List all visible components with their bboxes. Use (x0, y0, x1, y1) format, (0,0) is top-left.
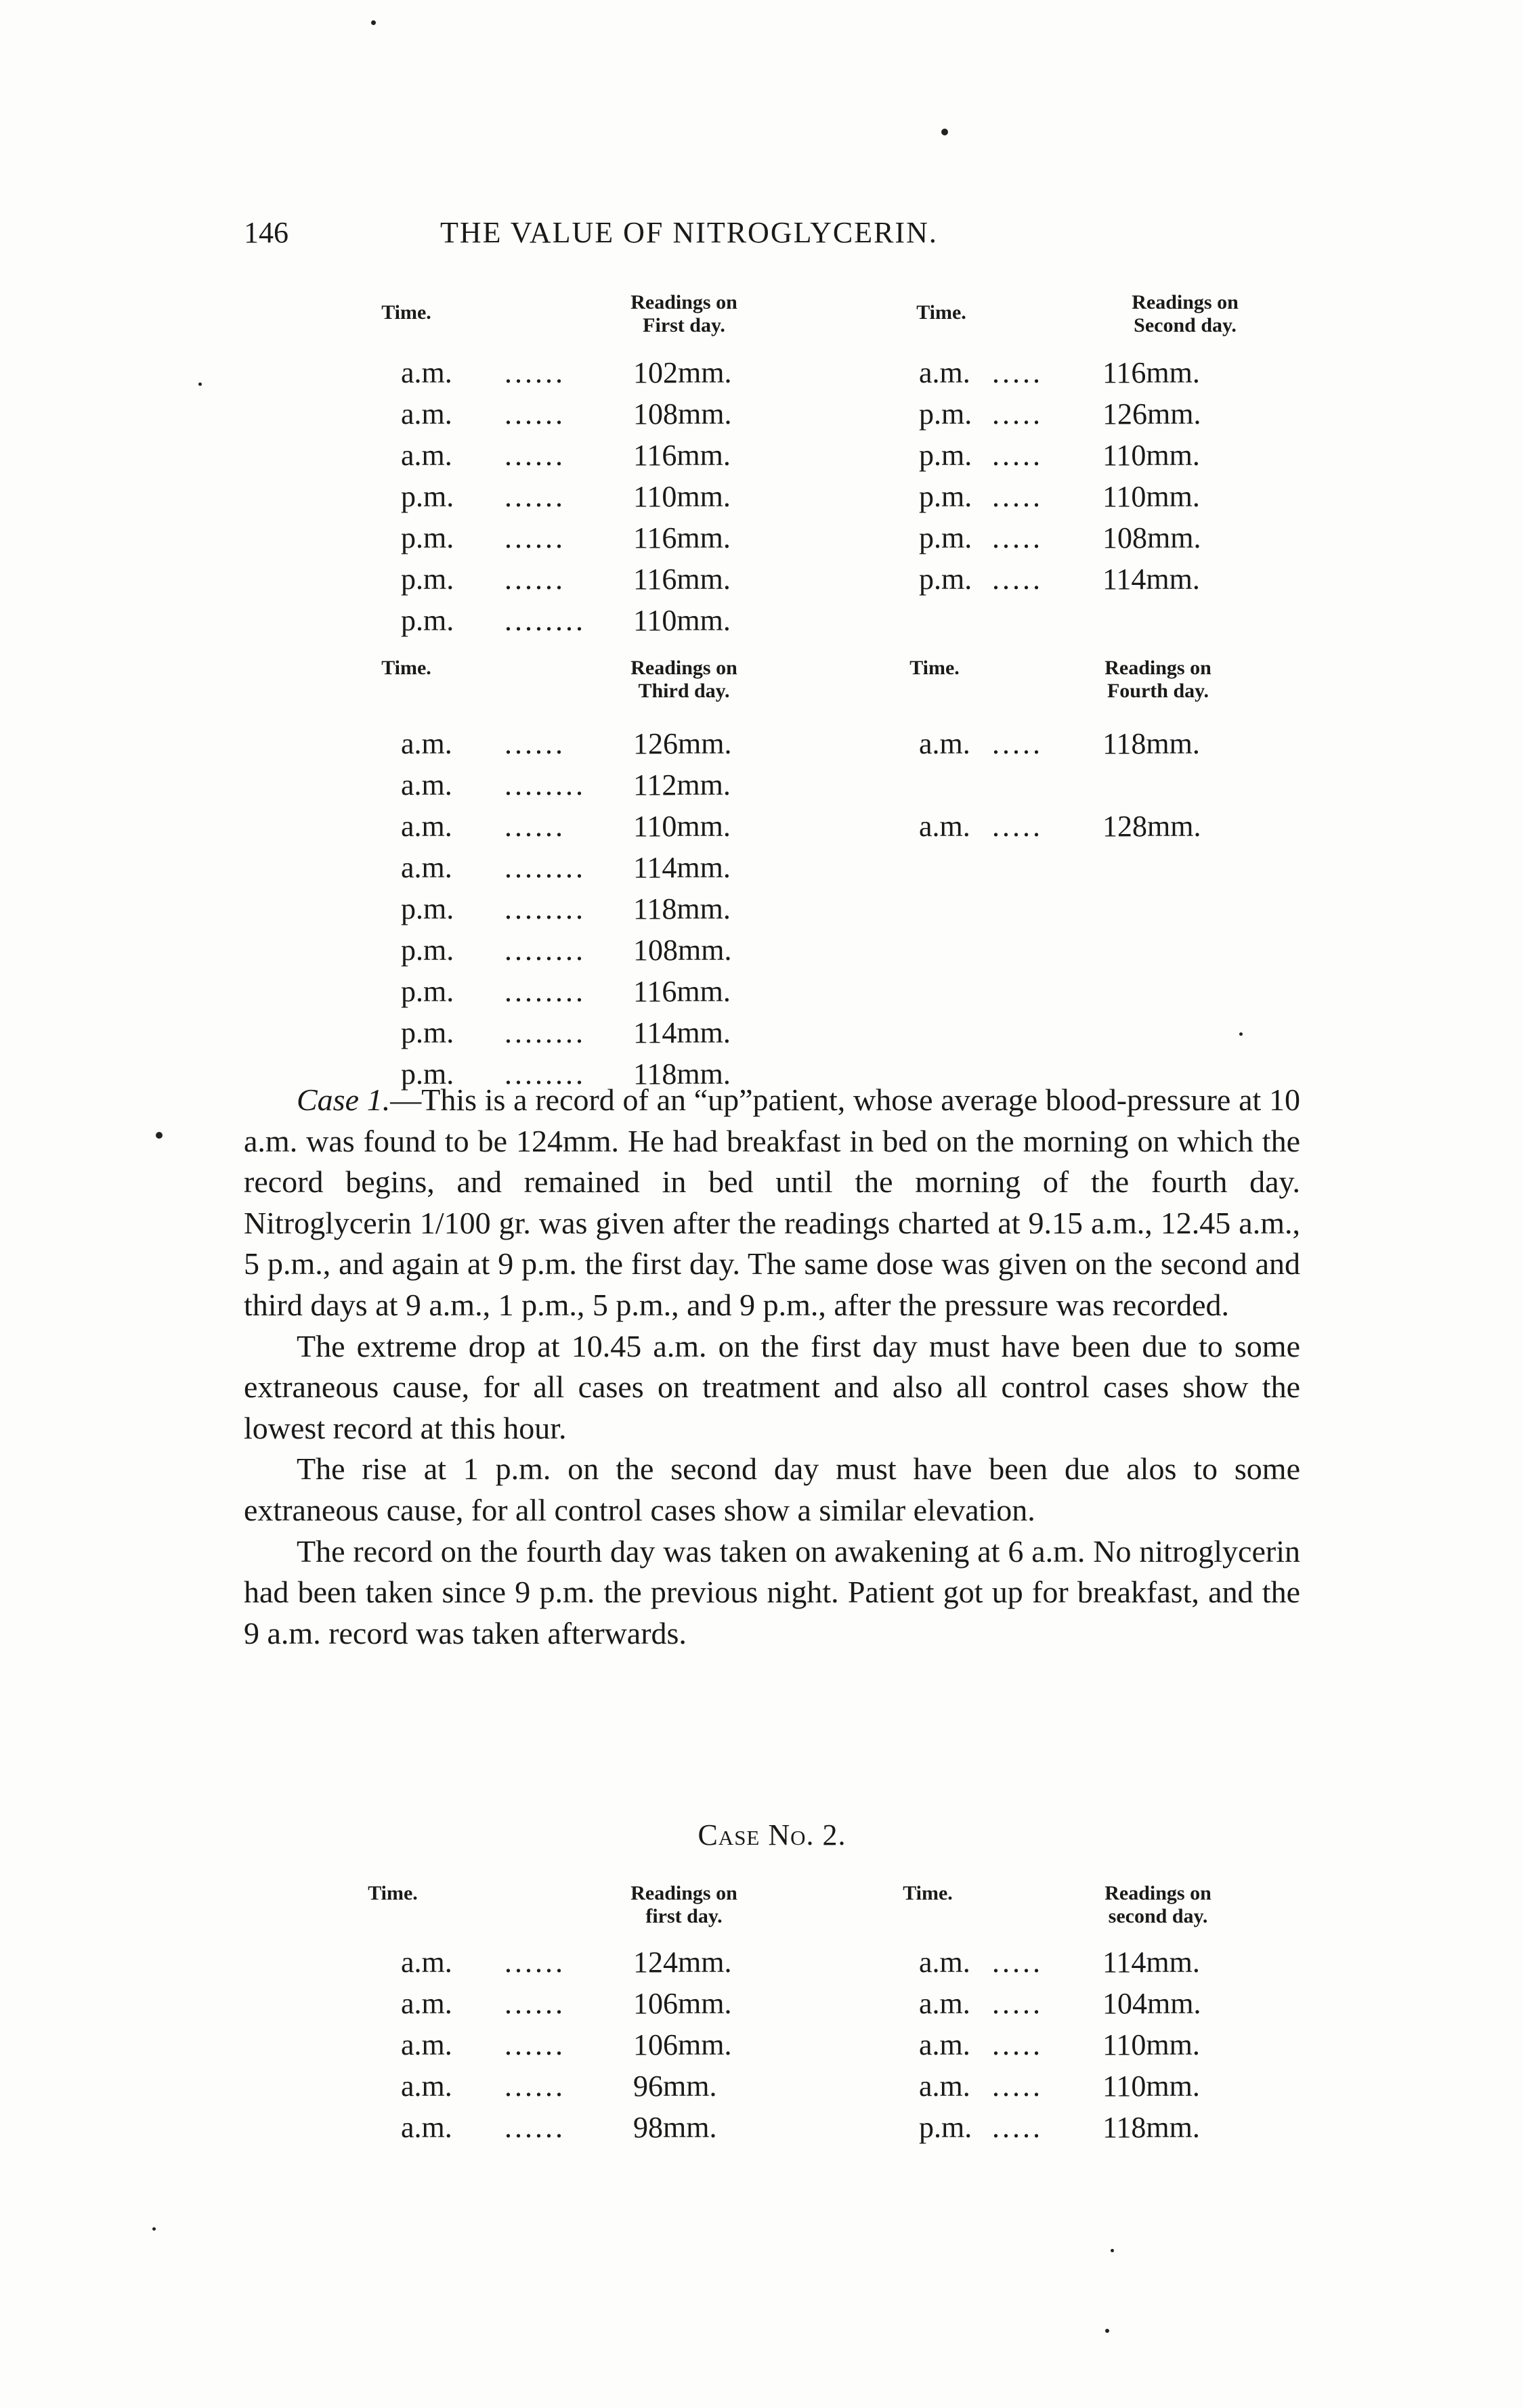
leader-dots: ...... (505, 356, 565, 389)
reading-value: 124mm. (633, 1946, 732, 1979)
print-speck (941, 129, 948, 135)
time-period: p.m. (401, 480, 454, 513)
leader-dots: ..... (992, 521, 1043, 554)
leader-dots: ........ (505, 768, 586, 802)
reading-value: 110mm. (633, 604, 731, 637)
paragraph: The record on the fourth day was taken on awakening at 6 a.m. No nitroglycerin had been taken since 9 p.m. the previous night. Patient got up for breakfast, and the 9 a.m. record was taken afterwards. (244, 1533, 1300, 1650)
reading-value: 96mm. (633, 2070, 717, 2103)
column-header-time: Time. (903, 1882, 953, 1904)
leader-dots: ...... (505, 2028, 565, 2061)
leader-dots: ........ (505, 934, 586, 967)
time-period: a.m. (919, 2070, 970, 2103)
reading-value: 108mm. (633, 934, 732, 967)
time-period: a.m. (401, 851, 452, 884)
reading-value: 116mm. (633, 439, 731, 472)
time-period: a.m. (401, 397, 452, 431)
reading-value: 114mm. (633, 1016, 731, 1049)
column-header-time: Time. (909, 657, 960, 679)
reading-value: 102mm. (633, 356, 732, 389)
leader-dots: ...... (505, 2111, 565, 2144)
time-period: a.m. (919, 356, 970, 389)
reading-value: 116mm. (633, 975, 731, 1008)
case-heading: Case No. 2. (698, 1818, 846, 1852)
leader-dots: ........ (505, 1016, 586, 1049)
reading-value: 114mm. (633, 851, 731, 884)
time-period: p.m. (919, 439, 972, 472)
reading-value: 110mm. (633, 810, 731, 843)
reading-value: 98mm. (633, 2111, 717, 2144)
leader-dots: ........ (505, 892, 586, 925)
column-header-readings: Readings on first day. (630, 1882, 737, 1927)
reading-value: 110mm. (1102, 480, 1200, 513)
leader-dots: ..... (992, 2028, 1043, 2061)
time-period: a.m. (401, 2028, 452, 2061)
case-notes (244, 1080, 1300, 1654)
paragraph-case-1: Case 1.—This is a record of an “up”patient, whose average blood-pressure at 10 a.m. was found to be 124mm. He had breakfast in bed on the morning on which the record begins, and remained in bed until the morning of the fourth day. Nitroglycerin 1/100 gr. was given after the readings charted at 9.15 a.m., 12.45 a.m., 5 p.m., and again at 9 p.m. the first day. The same dose was given on the second and third days at 9 a.m., 1 p.m., 5 p.m., and 9 p.m., after the pressure was recorded. (244, 1082, 1300, 1322)
reading-value: 118mm. (633, 892, 731, 925)
reading-value: 118mm. (1102, 2111, 1200, 2144)
time-period: p.m. (401, 1016, 454, 1049)
column-header-readings: Readings on First day. (630, 291, 737, 336)
leader-dots: ..... (992, 727, 1043, 760)
reading-value: 106mm. (633, 2028, 732, 2061)
reading-value: 116mm. (633, 521, 731, 554)
reading-value: 116mm. (1102, 356, 1200, 389)
leader-dots: ..... (992, 810, 1043, 843)
leader-dots: ..... (992, 480, 1043, 513)
column-header-time: Time. (368, 1882, 418, 1904)
time-period: a.m. (401, 1987, 452, 2020)
time-period: p.m. (919, 563, 972, 596)
reading-value: 126mm. (1102, 397, 1201, 431)
time-period: a.m. (401, 1946, 452, 1979)
time-period: p.m. (401, 1057, 454, 1091)
print-speck (198, 382, 202, 386)
print-speck (1111, 2249, 1114, 2252)
leader-dots: ...... (505, 397, 565, 431)
reading-value: 114mm. (1102, 563, 1200, 596)
column-header-time: Time. (381, 657, 431, 679)
reading-value: 118mm. (633, 1057, 731, 1091)
time-period: p.m. (401, 975, 454, 1008)
reading-value: 104mm. (1102, 1987, 1201, 2020)
reading-value: 118mm. (1102, 727, 1200, 760)
reading-value: 126mm. (633, 727, 732, 760)
leader-dots: ...... (505, 1946, 565, 1979)
reading-value: 108mm. (1102, 521, 1201, 554)
reading-value: 108mm. (633, 397, 732, 431)
time-period: a.m. (919, 810, 970, 843)
time-period: a.m. (919, 727, 970, 760)
reading-value: 110mm. (1102, 2028, 1200, 2061)
time-period: a.m. (401, 810, 452, 843)
leader-dots: ........ (505, 604, 586, 637)
time-period: a.m. (401, 2111, 452, 2144)
time-period: p.m. (401, 521, 454, 554)
time-period: a.m. (401, 727, 452, 760)
print-speck (1105, 2329, 1109, 2333)
column-header-readings: Readings on Fourth day. (1104, 657, 1211, 702)
column-header-readings: Readings on Third day. (630, 657, 737, 702)
running-head (244, 215, 1300, 256)
reading-value: 112mm. (633, 768, 731, 802)
column-header-time: Time. (916, 301, 966, 324)
reading-value: 128mm. (1102, 810, 1201, 843)
time-period: p.m. (401, 563, 454, 596)
print-speck (156, 1132, 163, 1139)
leader-dots: ...... (505, 727, 565, 760)
leader-dots: ..... (992, 439, 1043, 472)
reading-value: 110mm. (1102, 2070, 1200, 2103)
time-period: a.m. (401, 2070, 452, 2103)
leader-dots: ..... (992, 397, 1043, 431)
leader-dots: ...... (505, 521, 565, 554)
print-speck (152, 2227, 156, 2231)
reading-value: 106mm. (633, 1987, 732, 2020)
reading-value: 110mm. (1102, 439, 1200, 472)
leader-dots: ...... (505, 810, 565, 843)
print-speck (1239, 1032, 1243, 1036)
leader-dots: ...... (505, 480, 565, 513)
leader-dots: ...... (505, 563, 565, 596)
leader-dots: ..... (992, 1987, 1043, 2020)
leader-dots: ..... (992, 563, 1043, 596)
time-period: a.m. (919, 1946, 970, 1979)
leader-dots: ...... (505, 439, 565, 472)
leader-dots: ........ (505, 975, 586, 1008)
reading-value: 114mm. (1102, 1946, 1200, 1979)
time-period: p.m. (919, 480, 972, 513)
time-period: p.m. (919, 521, 972, 554)
leader-dots: ...... (505, 1987, 565, 2020)
column-header-readings: Readings on Second day. (1132, 291, 1239, 336)
print-speck (371, 20, 376, 25)
time-period: a.m. (919, 2028, 970, 2061)
time-period: a.m. (401, 356, 452, 389)
case-label: Case 1. (297, 1082, 391, 1117)
leader-dots: ........ (505, 851, 586, 884)
column-header-time: Time. (381, 301, 431, 324)
running-title: THE VALUE OF NITROGLYCERIN. (440, 216, 938, 249)
time-period: a.m. (401, 768, 452, 802)
time-period: p.m. (919, 397, 972, 431)
time-period: p.m. (401, 934, 454, 967)
leader-dots: ........ (505, 1057, 586, 1091)
leader-dots: ..... (992, 2111, 1043, 2144)
reading-value: 110mm. (633, 480, 731, 513)
column-header-readings: Readings on second day. (1104, 1882, 1211, 1927)
time-period: a.m. (401, 439, 452, 472)
time-period: p.m. (919, 2111, 972, 2144)
leader-dots: ..... (992, 2070, 1043, 2103)
time-period: p.m. (401, 892, 454, 925)
paragraph: The extreme drop at 10.45 a.m. on the first day must have been due to some extraneous cause, for all cases on treatment and also all control cases show the lowest record at this hour. (244, 1328, 1300, 1445)
leader-dots: ...... (505, 2070, 565, 2103)
page-number: 146 (244, 216, 288, 249)
reading-value: 116mm. (633, 563, 731, 596)
time-period: a.m. (919, 1987, 970, 2020)
leader-dots: ..... (992, 356, 1043, 389)
leader-dots: ..... (992, 1946, 1043, 1979)
time-period: p.m. (401, 604, 454, 637)
paragraph: The rise at 1 p.m. on the second day must have been due alos to some extraneous cause, for all control cases show a similar elevation. (244, 1451, 1300, 1527)
